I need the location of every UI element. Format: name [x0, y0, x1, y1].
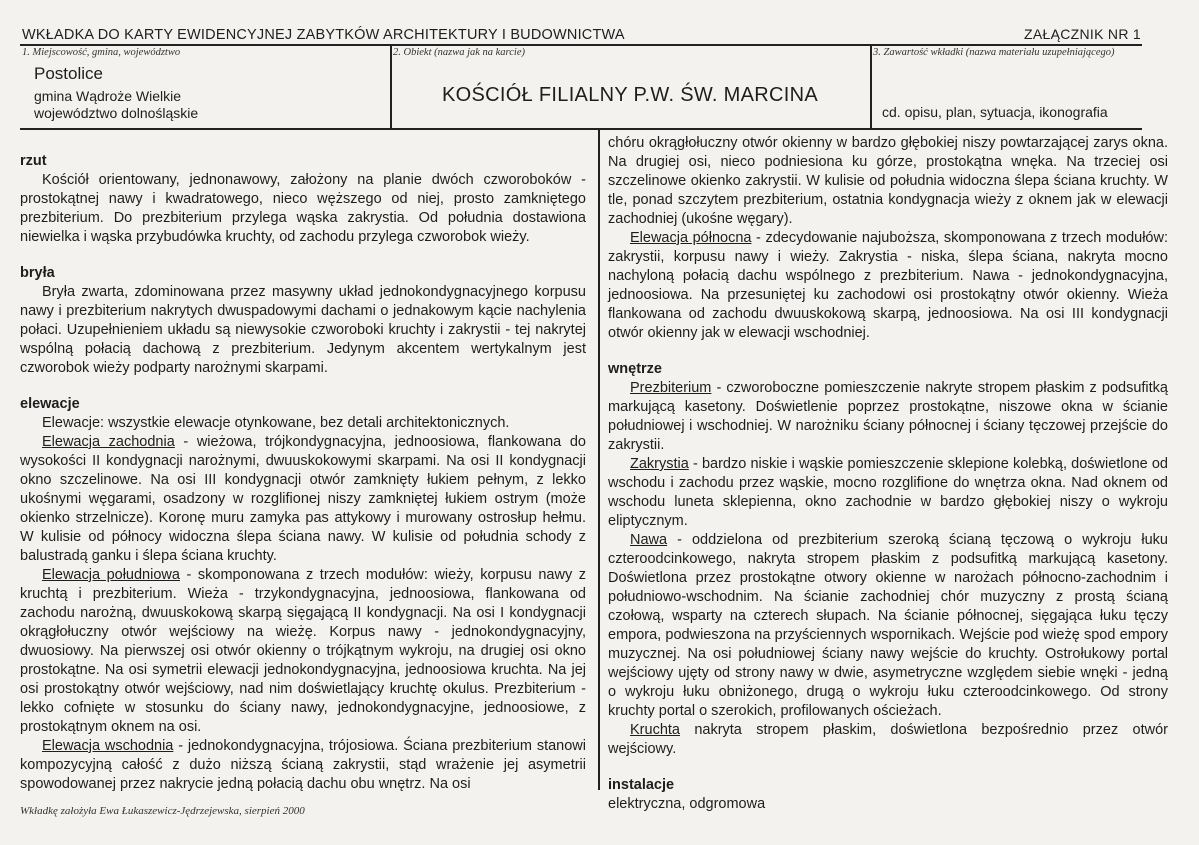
- section-heading-wnetrze: wnętrze: [608, 361, 662, 377]
- south-elevation-term: Elewacja południowa: [42, 567, 180, 583]
- object-name: KOŚCIÓŁ FILIALNY P.W. ŚW. MARCINA: [442, 84, 818, 106]
- nave-paragraph: [608, 531, 1168, 721]
- sacristy-paragraph: [608, 455, 1168, 531]
- sacristy-text: - bardzo niskie i wąskie pomieszczenie sklepione kolebką, doświetlone od wschodu i zachodu przez wąskie, mocno rozglifione do wnętrza okna. Nad oknem od wschodu luneta sklepienna, okno zachodnie w bardzo głębokiej niszy o wykroju eliptycznym.: [608, 456, 1168, 529]
- porch-text: nakryta stropem płaskim, doświetlona bezpośrednio przez otwór wejściowy.: [608, 722, 1168, 757]
- presbytery-paragraph: [608, 379, 1168, 455]
- installations-text: elektryczna, odgromowa: [608, 796, 766, 812]
- insert-contents: cd. opisu, plan, sytuacja, ikonografia: [882, 104, 1108, 120]
- north-elevation-term: Elewacja północna: [630, 230, 752, 246]
- presbytery-text: - czworoboczne pomieszczenie nakryte stropem płaskim z podsufitką markującą kasetony. Doświetlenie poprzez prostokątne, niszowe okna w ścianie południowej i wschodniej. W narożniku ściany północnej i ściany tęczowej przejście do zakrystii.: [608, 380, 1168, 453]
- west-elevation-paragraph: [20, 433, 586, 566]
- box-divider-2: [870, 44, 872, 129]
- nave-term: Nawa: [630, 532, 668, 548]
- section-heading-rzut: rzut: [20, 153, 47, 169]
- right-column: [608, 134, 1168, 814]
- north-elevation-paragraph: [608, 229, 1168, 343]
- box3-label: 3. Zawartość wkładki (nazwa materiału uzupełniającego): [873, 47, 1115, 58]
- section-heading-instalacje: instalacje: [608, 777, 675, 793]
- south-elevation-text: - skomponowana z trzech modułów: wieży, korpusu nawy z kruchtą i prezbiterium. Wieża - trzykondygnacyjna, jednoosiowa, flankowana od zachodu narożną, dwuuskokową skarpą sięgającą II kondygnacji. Na osi I kondygnacji okrągłołuczny otwór wejściowy na wieżę. Korpus nawy - jednokondygnacyjny, dwuosiowy. Na pierwszej osi otwór okienny o trójkątnym wykroju, na drugiej osi okno prostokątne. Na osi symetrii elewacji jednokondygnacyjna, jednoosiowa kruchta. Na jej osi prostokątny otwór wejściowy, nad nim doświetlający kruchtę okulus. Prezbiterium - lekko cofnięte w stosunku do ściany nawy, jednokondygnacyjne, jednoosiowe, z prostokątnym oknem na osi.: [20, 567, 587, 735]
- rzut-text: Kościół orientowany, jednonawowy, założony na planie dwóch czworoboków - prostokątnej nawy i kwadratowego, nieco węższego od niej, prosto zamkniętego prezbiterium. Do prezbiterium przylega wąska zakrystia. Od południa dostawiona niewielka i wąska przybudówka kruchty, od zachodu przylega czworobok wieży.: [20, 172, 586, 245]
- locality-name: Postolice: [34, 64, 103, 83]
- province-name: województwo dolnośląskie: [34, 105, 199, 121]
- presbytery-term: Prezbiterium: [630, 380, 712, 396]
- porch-paragraph: [608, 721, 1168, 759]
- box-bottom-rule: [20, 128, 1142, 130]
- form-title: WKŁADKA DO KARTY EWIDENCYJNEJ ZABYTKÓW ARCHITEKTURY I BUDOWNICTWA: [22, 27, 625, 43]
- south-elevation-paragraph: [20, 566, 586, 737]
- annex-number: ZAŁĄCZNIK NR 1: [1024, 26, 1141, 42]
- section-heading-elewacje: elewacje: [20, 396, 80, 412]
- column-divider: [598, 130, 600, 790]
- commune-name: gmina Wądroże Wielkie: [34, 88, 182, 104]
- section-heading-bryla: bryła: [20, 265, 55, 281]
- box1-label: 1. Miejscowość, gmina, województwo: [22, 47, 181, 58]
- nave-text: - oddzielona od prezbiterium szeroką ścianą tęczową o wykroju łuku czteroodcinkowego, nakryta stropem płaskim z podsufitką markującą kasetony. Doświetlona przez prostokątne otwory okienne w narożach północno-zachodnim i południowo-wschodnim. Na ścianie zachodniej chór muzyczny z prostą ścianą czołową, wsparty na czterech słupach. Na ścianie północnej, sięgająca łuku tęczy empora, podwieszona na przyściennych wspornikach. Wejście pod wieżę spod empory muzycznej. Na osi południowej ściany nawy wejście do kruchty. Ostrołukowy portal wejściowy ujęty od strony nawy w dwie, asymetryczne względem siebie wnęki - jedną o wykroju łuku obniżonego, drugą o wykroju łuku czteroodcinkowego. Od strony kruchty portal o szerokich, profilowanych ościeżach.: [608, 532, 1168, 719]
- north-elevation-text: - zdecydowanie najuboższa, skomponowana z trzech modułów: zakrystii, korpusu nawy i wieży. Zakrystia - niska, ślepa ściana, nakryta mocno nachyloną połacią dachu wspólnego z prezbiterium. Nawa - jednokondygnacyjna, jednoosiowa. Na przesuniętej ku zachodowi osi prostokątny otwór okienny. Wieża flankowana od zachodu dwuuskokową skarpą, jednoosiowa. Na osi III kondygnacji otwór okienny jak w elewacji wschodniej.: [608, 230, 1168, 341]
- east-elevation-text: - jednokondygnacyjna, trójosiowa. Ściana prezbiterium stanowi kompozycyjną całość z dużo niższą ścianą zakrystii, stąd wrażenie jej asymetrii spowodowanej przez nakrycie jedną połacią dachu obu wnętrz. Na osi: [20, 738, 586, 792]
- box2-label: 2. Obiekt (nazwa jak na karcie): [393, 47, 525, 58]
- east-elevation-term: Elewacja wschodnia: [42, 738, 174, 754]
- west-elevation-term: Elewacja zachodnia: [42, 434, 175, 450]
- author-note: Wkładkę założyła Ewa Łukaszewicz-Jędrzejewska, sierpień 2000: [20, 805, 305, 817]
- bryla-text: Bryła zwarta, zdominowana przez masywny układ jednokondygnacyjnego korpusu nawy i prezbiterium nakrytych dwuspadowymi dachami o jednakowym kącie nachylenia połaci. Uzupełnieniem układu są niewysokie czworoboki kruchty i zakrystii - tej nakrytej wspólną połacią dachową z prezbiterium. Jedynym akcentem wertykalnym jest czworobok wieży podparty narożnymi skarpami.: [20, 284, 586, 376]
- sacristy-term: Zakrystia: [630, 456, 689, 472]
- header-rule: [20, 44, 1142, 46]
- porch-term: Kruchta: [630, 722, 680, 738]
- east-elevation-continued: chóru okrągłołuczny otwór okienny w bardzo głębokiej niszy powtarzającej zarys okna. Na drugiej osi, nieco podniesiona ku górze, prostokątna wnęka. Na trzeciej osi szczelinowe okienko zakrystii. W kulisie od południa widoczna ślepa ściana kruchty. W tle, ponad szczytem prezbiterium, ostatnia kondygnacja wieży z oknem jak w elewacji zachodniej (ukośne węgary).: [608, 135, 1168, 227]
- elewacje-intro: Elewacje: wszystkie elewacje otynkowane, bez detali architektonicznych.: [42, 415, 510, 431]
- east-elevation-paragraph: [20, 737, 586, 794]
- left-column: [20, 152, 586, 794]
- west-elevation-text: - wieżowa, trójkondygnacyjna, jednoosiowa, flankowana do wysokości II kondygnacji narożnymi, dwuuskokowymi skarpami. Na osi II kondygnacji okno szczelinowe. Na osi III kondygnacji otwór zamknięty łukiem pełnym, z lekko ukośnymi węgarami, osadzony w rozglifionej niszy zamkniętej łukiem ostrym (może okienko strzelnicze). Koronę muru zamyka pas attykowy i murowany ostrosłup hełmu. W kulisie od północy widoczna ślepa ściana nawy. W kulisie od południa schody z balustradą ganku i ślepa ściana kruchty.: [20, 434, 586, 564]
